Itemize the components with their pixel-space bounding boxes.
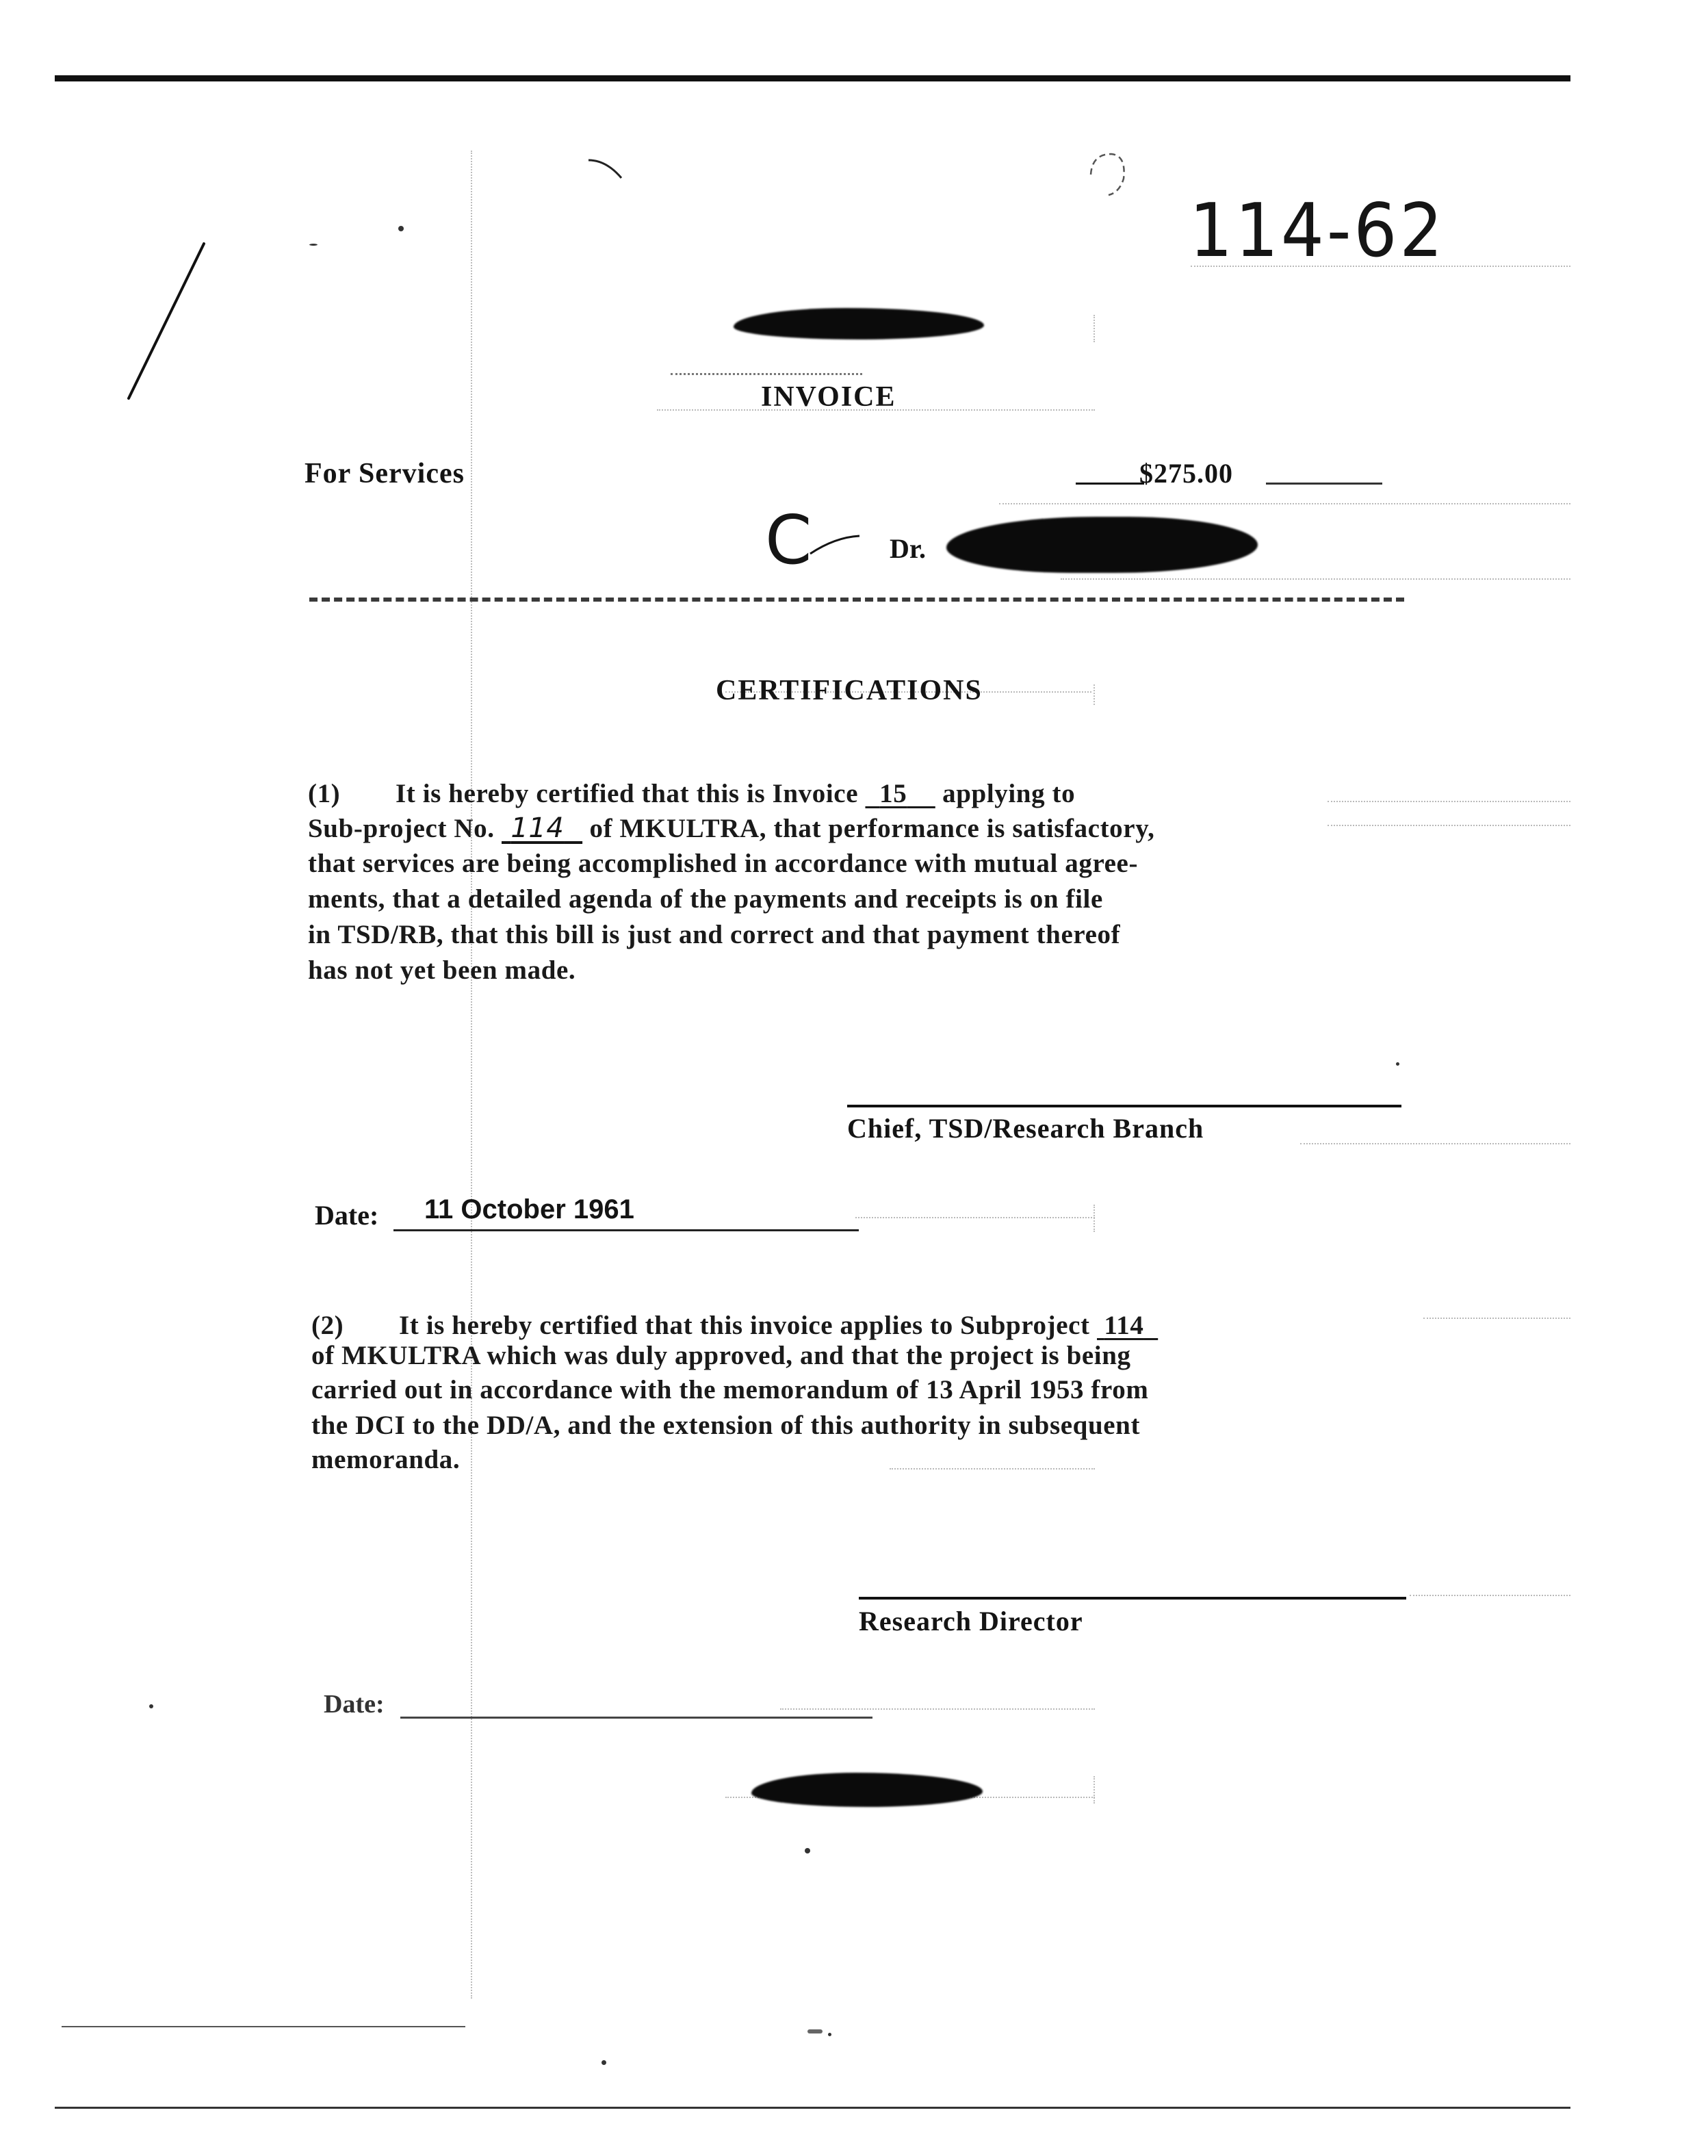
para1-line-1 — [308, 777, 1075, 811]
para2-line-2: of MKULTRA which was duly approved, and that the project is being — [311, 1341, 1131, 1370]
para2-line-5: memoranda. — [311, 1445, 461, 1474]
speck — [1396, 1062, 1399, 1066]
para1-text: Sub-project No. — [308, 814, 495, 843]
artifact-line-vertical — [471, 151, 472, 1999]
artifact-line — [1423, 1318, 1570, 1319]
certification-paragraph-1 — [308, 777, 1403, 1003]
bottom-border-rule — [55, 2107, 1570, 2109]
artifact-line-vertical — [1094, 1776, 1095, 1804]
redaction-block — [751, 1773, 983, 1807]
para2-line-1 — [311, 1309, 1158, 1343]
para1-text: It is hereby certified that this is Invoice — [396, 779, 859, 808]
redaction-block — [734, 308, 984, 339]
speck — [149, 1704, 153, 1708]
artifact-line — [780, 1708, 1095, 1710]
para1-line-4: ments, that a detailed agenda of the payments and receipts is on file — [308, 884, 1103, 914]
bottom-left-short-rule — [62, 2026, 465, 2027]
payee-prefix: Dr. — [890, 533, 926, 564]
artifact-line — [1300, 1143, 1570, 1144]
para2-line-3: carried out in accordance with the memorandum of 13 April 1953 from — [311, 1375, 1149, 1404]
file-number-handwritten: 114-62 — [1189, 188, 1446, 274]
artifact-line — [1410, 1595, 1570, 1596]
stray-circle-mark — [1081, 147, 1136, 202]
amount-leader-line — [1076, 483, 1144, 485]
para1-line-2 — [308, 811, 1155, 846]
signature-line-2 — [859, 1597, 1406, 1600]
payee-mark-tail — [807, 530, 862, 558]
stray-slash-mark — [123, 240, 212, 404]
para1-number: (1) — [308, 779, 341, 808]
artifact-line — [999, 503, 1570, 504]
para1-line-5: in TSD/RB, that this bill is just and correct and that payment thereof — [308, 920, 1121, 949]
artifact-line — [1061, 578, 1570, 580]
artifact-line — [1191, 266, 1570, 267]
signer-1-title: Chief, TSD/Research Branch — [847, 1113, 1204, 1144]
subproject-number: 114 — [1104, 1311, 1144, 1340]
para1-line-3: that services are being accomplished in accordance with mutual agree- — [308, 849, 1139, 878]
speck — [398, 226, 404, 231]
signer-2-title: Research Director — [859, 1606, 1083, 1637]
para2-text: It is hereby certified that this invoice applies to Subproject — [399, 1311, 1090, 1340]
para1-text: of MKULTRA, that performance is satisfactory, — [589, 814, 1155, 843]
speck — [807, 2029, 823, 2033]
para1-line-6: has not yet been made. — [308, 955, 576, 985]
date-1-label: Date: — [315, 1200, 379, 1231]
artifact-line — [671, 373, 862, 375]
invoice-number: 15 — [879, 779, 907, 808]
artifact-line-vertical — [1094, 684, 1095, 705]
artifact-line — [855, 1217, 1095, 1218]
for-services-label: For Services — [305, 458, 465, 489]
date-2-label: Date: — [324, 1690, 385, 1719]
speck — [805, 1848, 810, 1853]
amount-trailing-line — [1266, 483, 1382, 485]
para2-number: (2) — [311, 1311, 344, 1340]
artifact-line-vertical — [1094, 1205, 1095, 1232]
subproject-number-handwritten: 114 — [510, 812, 565, 844]
signature-line-1 — [847, 1105, 1401, 1107]
certification-paragraph-2 — [311, 1300, 1406, 1492]
redaction-block — [946, 517, 1258, 573]
speck — [601, 2060, 606, 2065]
service-amount: $275.00 — [1139, 458, 1233, 489]
para1-text: applying to — [942, 779, 1076, 808]
date-1-underline — [393, 1229, 859, 1231]
speck — [309, 244, 318, 246]
dashed-separator — [309, 598, 1404, 602]
speck — [828, 2033, 831, 2036]
invoice-title: INVOICE — [761, 381, 896, 413]
stray-mark — [586, 156, 627, 183]
payee-handwritten-mark: C — [765, 502, 812, 580]
top-border-rule — [55, 75, 1570, 81]
artifact-line-vertical — [1094, 315, 1095, 342]
certifications-heading: CERTIFICATIONS — [716, 675, 983, 706]
date-1-value: 11 October 1961 — [424, 1194, 634, 1224]
date-2-underline — [400, 1717, 872, 1719]
para2-line-4: the DCI to the DD/A, and the extension of this authority in subsequent — [311, 1411, 1141, 1440]
